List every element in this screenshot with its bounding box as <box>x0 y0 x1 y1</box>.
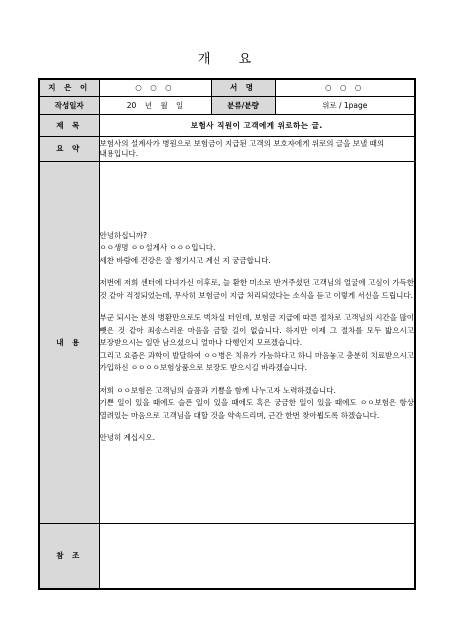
content-body <box>99 161 415 523</box>
date-row <box>39 96 415 114</box>
content-paragraph: 저희 ㅇㅇ보험은 고객님의 슬픔과 기쁨을 함께 나누고자 노력하겠습니다. 기쁜 일이 있을 때에도 슬픈 일이 있을 때에도 혹은 궁금한 일이 있을 때에도 ㅇㅇ보험은 항상 열려있는 마음으로 고객님을 대할 것을 약속드리며, 근간 한번 찾아뵙도록 하겠습니다. <box>99 385 414 420</box>
author-label: 지 은 이 <box>39 79 99 96</box>
subject-label: 제 목 <box>39 114 99 136</box>
summary-label: 요 약 <box>39 136 99 161</box>
signature-label: 서 명 <box>211 79 275 96</box>
subject-value: 보험사 직원이 고객에게 위로하는 글. <box>99 114 415 136</box>
summary-value: 보험사의 설계사가 병원으로 보험금이 지급된 고객의 보호자에게 위로의 글을 보낼 때의 내용입니다. <box>99 136 415 161</box>
reference-row <box>39 523 415 589</box>
author-value: ○ ○ ○ <box>99 79 211 96</box>
category-value: 위로 / 1page <box>275 96 415 114</box>
overview-form-table <box>38 78 416 590</box>
content-paragraph: 안녕히 계십시오. <box>99 433 155 442</box>
reference-value <box>99 523 415 589</box>
content-paragraph: 부군 되시는 분의 병환만으로도 벅차실 터인데, 보험금 지급에 따른 절차로 고객님의 시간을 많이 뺏은 것 같아 죄송스러운 마음을 금할 길이 없습니다. 하지만 이제 그 절차를 모두 밟으시고 보장받으시는 일만 남으셨으니 얼마나 다행인지 모르겠습니다. 그리고 요즘은 과학이 발달하여 ㅇㅇ병은 치유가 가능하다고 하니 마음놓고 충분히 치료받으시고 가입하신 ㅇㅇㅇㅇ보험상품으로 보장도 받으시길 바라겠습니다. <box>99 313 414 372</box>
signature-value: ○ ○ ○ <box>275 79 415 96</box>
content-label: 내 용 <box>39 161 99 523</box>
document-title-part2: 요 <box>238 52 253 67</box>
document-title <box>0 48 450 67</box>
document-title-part1: 개 <box>197 52 212 67</box>
author-row <box>39 79 415 96</box>
date-value: 20 년 월 일 <box>99 96 211 114</box>
subject-row <box>39 114 415 136</box>
content-paragraph: 안녕하십니까? ㅇㅇ생명 ㅇㅇ설계사 ㅇㅇㅇ입니다. 세찬 바람에 건강은 잘 챙기시고 계신 지 궁금합니다. <box>99 230 271 265</box>
reference-label: 참 조 <box>39 523 99 589</box>
category-label: 분류/분량 <box>211 96 275 114</box>
content-row <box>39 161 415 523</box>
summary-row <box>39 136 415 161</box>
content-paragraph: 저번에 저희 센터에 다녀가신 이후로, 늘 환한 미소로 반겨주셨던 고객님의 얼굴에 고심이 가득한 것 같아 걱정되었는데, 무사히 보험금이 지급 처리되었다는 소식을 듣고 이렇게 서신을 드립니다. <box>99 278 414 300</box>
date-label: 작성일자 <box>39 96 99 114</box>
